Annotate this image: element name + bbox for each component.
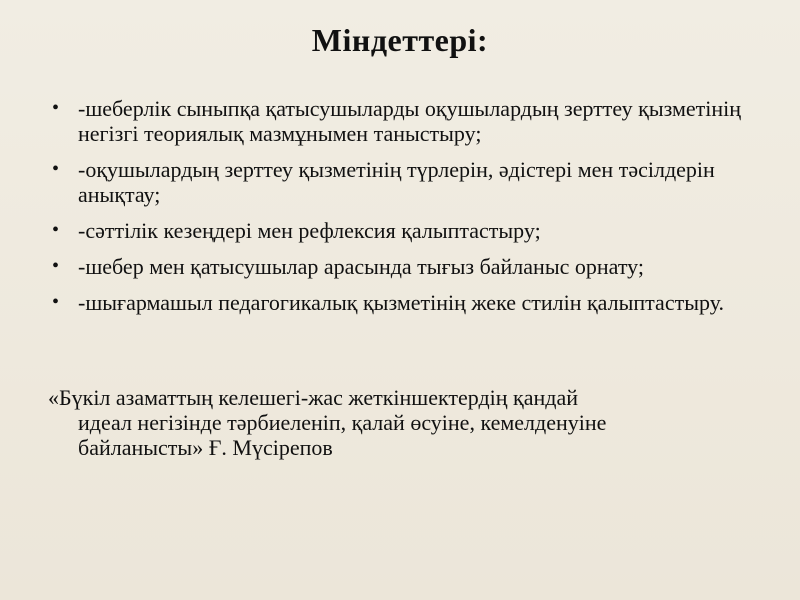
task-text: -оқушылардың зерттеу қызметінің түрлерін, әдістері мен тәсілдерін анықтау;: [78, 157, 715, 207]
quote-line-2: идеал негізінде тәрбиеленіп, қалай өсуіне, кемелденуіне: [78, 410, 607, 435]
list-item: [48, 290, 778, 315]
quote-line-1: «Бүкіл азаматтың келешегі-жас жеткіншектердің қандай: [48, 385, 579, 410]
bullet-icon: •: [52, 291, 60, 313]
task-text: -сәттілік кезеңдері мен рефлексия қалыптастыру;: [78, 218, 541, 243]
list-item: [48, 218, 778, 243]
slide-title: Міндеттері:: [311, 22, 489, 58]
bullet-icon: •: [52, 219, 60, 241]
task-text: -шебер мен қатысушылар арасында тығыз байланыс орнату;: [78, 254, 644, 279]
bullet-icon: •: [52, 97, 60, 119]
bullet-icon: •: [52, 255, 60, 277]
list-item: [48, 96, 778, 146]
quote-block: [48, 385, 768, 460]
task-list: [48, 96, 778, 326]
list-item: [48, 157, 778, 207]
list-item: [48, 254, 778, 279]
bullet-icon: •: [52, 158, 60, 180]
task-text: -шығармашыл педагогикалық қызметінің жеке стилін қалыптастыру.: [78, 290, 724, 315]
task-text: -шеберлік сыныпқа қатысушыларды оқушылардың зерттеу қызметінің негізгі теориялық мазмұнымен таныстыру;: [78, 96, 742, 146]
quote-line-3: байланысты» Ғ. Мүсірепов: [78, 435, 333, 460]
